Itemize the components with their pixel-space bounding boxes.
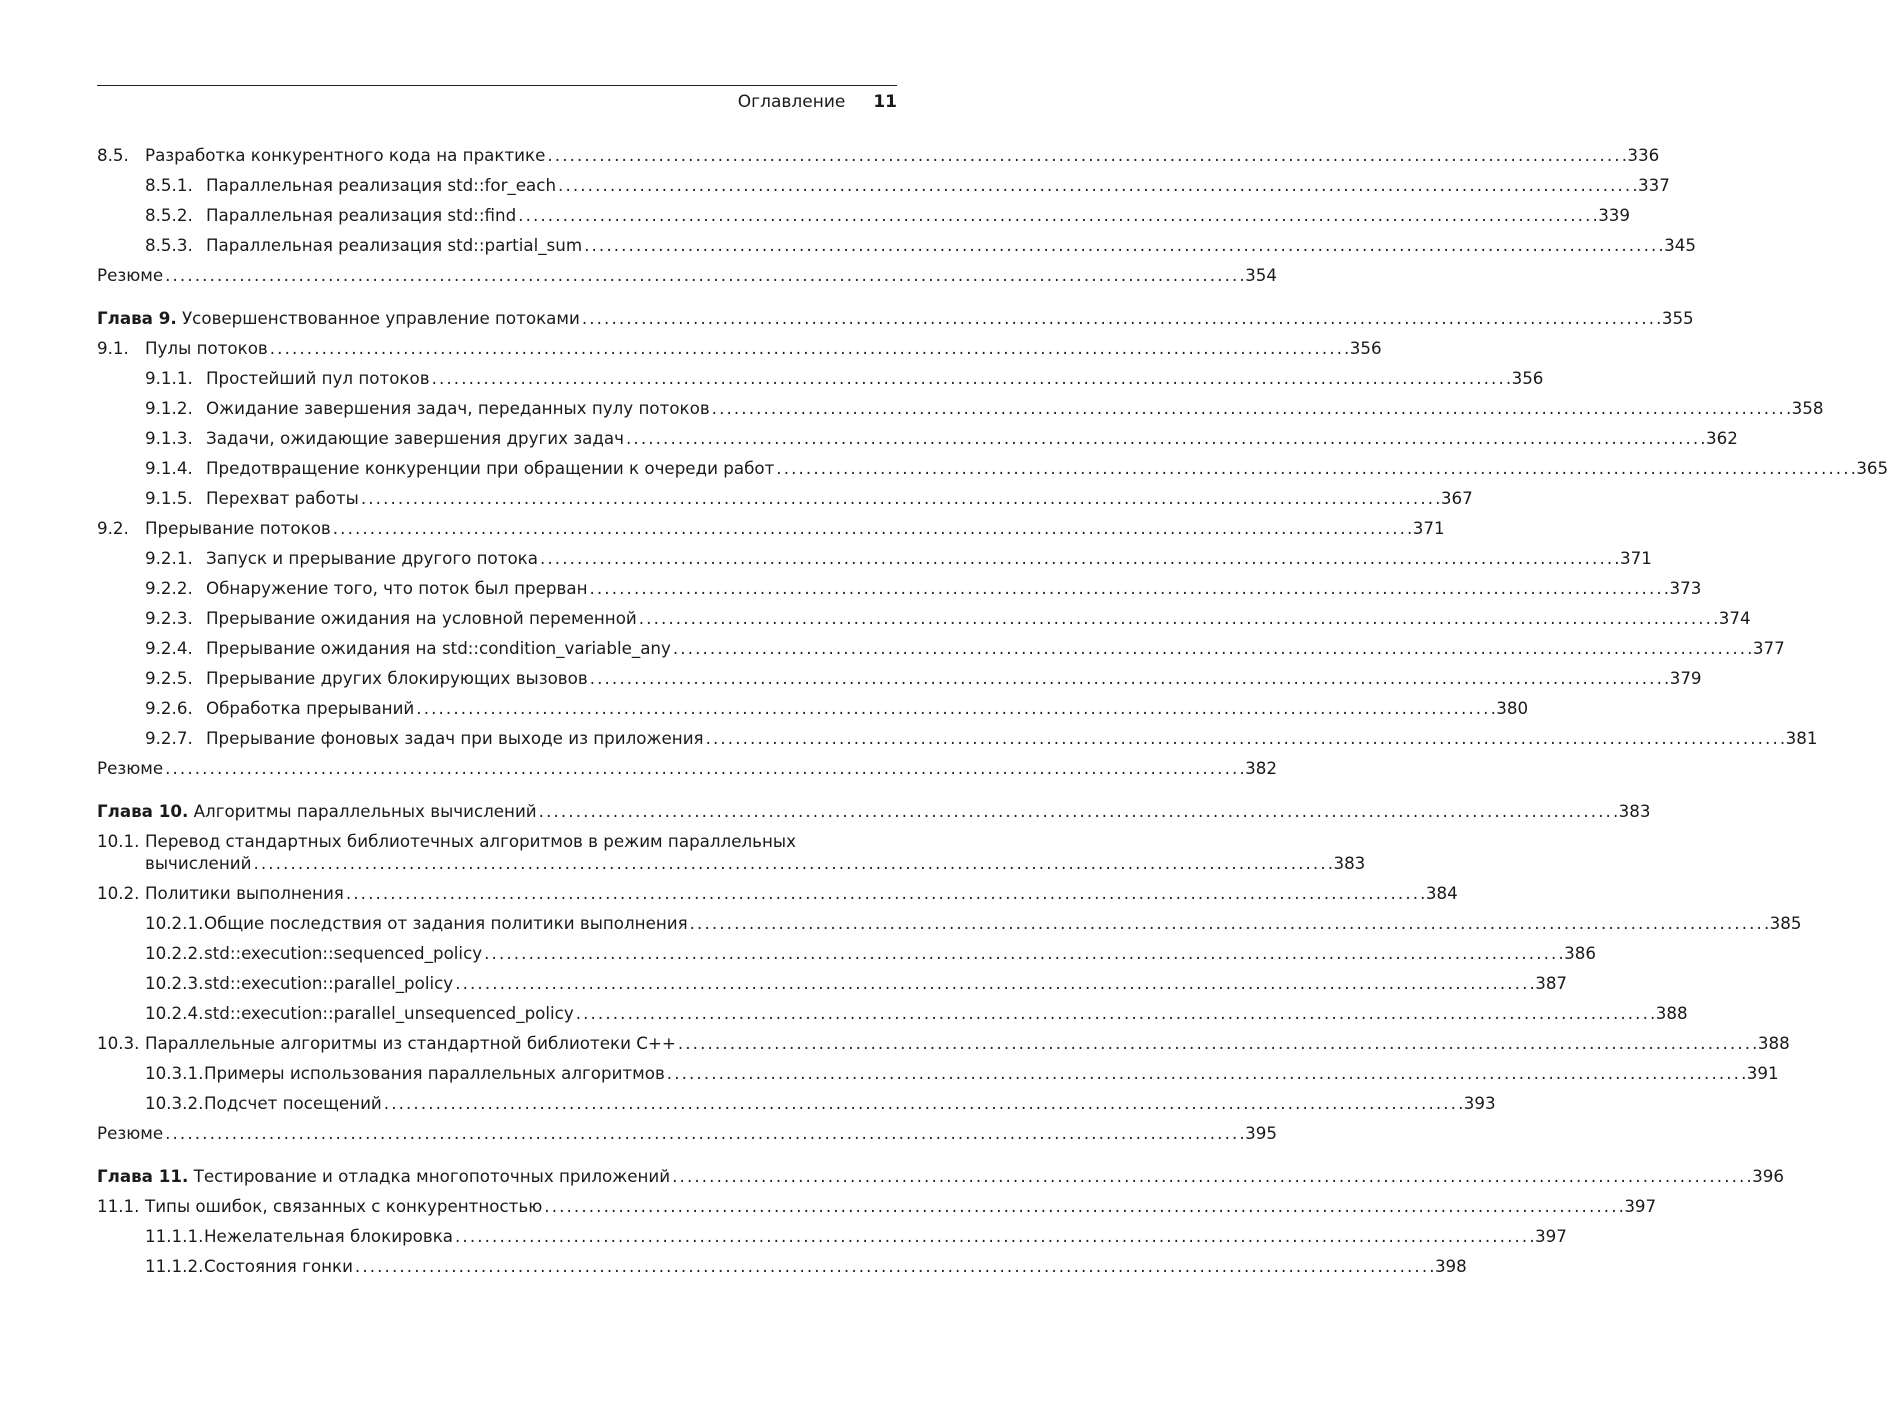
toc-entry-page: 356 (1349, 338, 1382, 358)
dot-leader (678, 1033, 1756, 1053)
toc-entry-page: 386 (1564, 943, 1596, 963)
dot-leader (544, 1196, 1622, 1216)
running-header (738, 92, 897, 112)
toc-entry-title: Перехват работы (206, 488, 359, 508)
toc-entry (97, 1196, 1657, 1226)
toc-entry-title: Параллельная реализация std::partial_sum (206, 235, 583, 255)
toc-entry-title: Обработка прерываний (206, 698, 415, 718)
dot-leader (253, 853, 1331, 873)
toc-entry-title: Прерывание ожидания на std::condition_variable_any (206, 638, 671, 658)
chapter-label: Глава 9. (97, 308, 177, 328)
toc-entry-page: 391 (1746, 1063, 1779, 1083)
toc-entry (97, 831, 1366, 883)
toc-entry-title: Предотвращение конкуренции при обращении к очереди работ (206, 458, 775, 478)
toc-entry-title: Прерывание фоновых задач при выходе из приложения (206, 728, 704, 748)
dot-leader (590, 668, 1668, 688)
toc-entry (97, 608, 1751, 638)
toc-entry-title-continued: вычислений (145, 853, 252, 873)
toc-entry-page: 371 (1412, 518, 1445, 538)
toc-entry-title: Примеры использования параллельных алгоритмов (204, 1063, 665, 1083)
dot-leader (582, 308, 1660, 328)
toc-entry-number: 9.1.3. (145, 428, 193, 448)
dot-leader (673, 638, 1751, 658)
toc-entry-page: 355 (1661, 308, 1694, 328)
toc-entry-number: 10.2.3. (145, 973, 204, 993)
dot-leader (432, 368, 1510, 388)
toc-entry-page: 388 (1655, 1003, 1688, 1023)
toc-entry (97, 728, 1818, 758)
toc-entry-number: 9.2.3. (145, 608, 193, 628)
toc-entry-page: 374 (1718, 608, 1751, 628)
toc-entry (97, 943, 1596, 973)
dot-leader (639, 608, 1717, 628)
toc-entry-number: 10.2.4. (145, 1003, 204, 1023)
toc-entry (97, 698, 1529, 728)
dot-leader (455, 973, 1533, 993)
toc-entry-number: 9.2.2. (145, 578, 193, 598)
toc-entry-number: 8.5.1. (145, 175, 193, 195)
toc-entry-title: Прерывание потоков (145, 518, 331, 538)
toc-entry-page: 345 (1664, 235, 1696, 255)
dot-leader (690, 913, 1768, 933)
toc-entry-page: 373 (1669, 578, 1702, 598)
toc-entry (97, 175, 1670, 205)
toc-entry-page: 381 (1785, 728, 1818, 748)
toc-entry-page: 393 (1463, 1093, 1496, 1113)
toc-entry-page: 336 (1627, 145, 1660, 165)
toc-entry-title: Простейший пул потоков (206, 368, 430, 388)
toc-entry-number: 10.2.2. (145, 943, 204, 963)
toc-entry-number: 10.2.1. (145, 913, 204, 933)
toc-entry-title: std::execution::parallel_unsequenced_policy (204, 1003, 574, 1023)
chapter-title: Усовершенствованное управление потоками (182, 308, 580, 328)
chapter-entry (97, 1166, 1784, 1196)
toc-entry-number: 10.3.1. (145, 1063, 204, 1083)
dot-leader (165, 1123, 1243, 1143)
toc-entry-number: 11.1. (97, 1196, 140, 1216)
toc-entry-number: 9.2.7. (145, 728, 193, 748)
chapter-label: Глава 11. (97, 1166, 189, 1186)
toc-entry (97, 578, 1702, 608)
dot-leader (558, 175, 1636, 195)
toc-entry (97, 205, 1631, 235)
toc-entry-number: 9.2.5. (145, 668, 193, 688)
dot-leader (355, 1256, 1433, 1276)
toc-entry-page: 388 (1757, 1033, 1790, 1053)
toc-entry-page: 385 (1769, 913, 1802, 933)
toc-entry-line (97, 831, 897, 853)
chapter-title: Алгоритмы параллельных вычислений (193, 801, 537, 821)
toc-entry-title: std::execution::parallel_policy (204, 973, 454, 993)
summary-entry (97, 265, 1277, 295)
toc-entry-page: 339 (1598, 205, 1631, 225)
toc-entry-number: 11.1.2. (145, 1256, 204, 1276)
toc-entry-number: 8.5. (97, 145, 129, 165)
summary-entry (97, 758, 1277, 788)
toc-entry (97, 1093, 1496, 1123)
toc-entry-page: 379 (1669, 668, 1702, 688)
chapter-label: Глава 10. (97, 801, 189, 821)
toc-entry-page: 371 (1619, 548, 1652, 568)
dot-leader (484, 943, 1562, 963)
toc-entry (97, 1256, 1467, 1286)
dot-leader (384, 1093, 1462, 1113)
toc-entry-title: Параллельные алгоритмы из стандартной библиотеки C++ (145, 1033, 676, 1053)
dot-leader (589, 578, 1667, 598)
toc-entry (97, 913, 1802, 943)
toc-entry-title: Обнаружение того, что поток был прерван (206, 578, 588, 598)
toc-entry-title: Резюме (97, 758, 164, 778)
toc-entry (97, 518, 1445, 548)
page-number: 11 (873, 92, 897, 112)
toc-entry (97, 458, 1888, 488)
toc-entry (97, 638, 1785, 668)
toc-entry-page: 337 (1638, 175, 1670, 195)
dot-leader (455, 1226, 1533, 1246)
toc-entry-number: 9.1.4. (145, 458, 193, 478)
toc-entry-number: 8.5.2. (145, 205, 193, 225)
toc-entry-page: 358 (1791, 398, 1824, 418)
chapter-entry (97, 801, 1651, 831)
toc-entry (97, 1226, 1567, 1256)
toc-entry-title: Общие последствия от задания политики выполнения (204, 913, 688, 933)
toc-entry-title: Параллельная реализация std::for_each (206, 175, 557, 195)
toc-entry-page: 395 (1245, 1123, 1277, 1143)
chapter-entry (97, 308, 1694, 338)
toc-entry (97, 398, 1824, 428)
toc-entry (97, 973, 1568, 1003)
toc-entry-title: Ожидание завершения задач, переданных пулу потоков (206, 398, 710, 418)
toc-entry (97, 668, 1702, 698)
toc-entry-page: 356 (1511, 368, 1544, 388)
table-of-contents (97, 145, 1888, 1286)
toc-entry-page: 362 (1706, 428, 1738, 448)
toc-entry-number: 9.2.1. (145, 548, 193, 568)
toc-entry-title: Разработка конкурентного кода на практике (145, 145, 546, 165)
toc-entry-page: 383 (1333, 853, 1366, 873)
toc-entry-number: 9.1.1. (145, 368, 193, 388)
toc-entry-number: 9.1.2. (145, 398, 193, 418)
toc-entry-page: 398 (1434, 1256, 1467, 1276)
toc-entry-number: 9.1. (97, 338, 129, 358)
dot-leader (626, 428, 1704, 448)
dot-leader (584, 235, 1662, 255)
toc-entry-title: Подсчет посещений (204, 1093, 382, 1113)
dot-leader (667, 1063, 1745, 1083)
toc-entry-page: 377 (1752, 638, 1785, 658)
chapter-title: Тестирование и отладка многопоточных приложений (193, 1166, 671, 1186)
running-header-title: Оглавление (737, 92, 846, 112)
toc-entry-title: Нежелательная блокировка (204, 1226, 454, 1246)
toc-entry-number: 10.2. (97, 883, 140, 903)
toc-entry-number: 9.2.4. (145, 638, 193, 658)
toc-entry (97, 368, 1544, 398)
chapter-heading (97, 1166, 670, 1186)
toc-entry-line (97, 853, 1366, 883)
toc-entry (97, 548, 1652, 578)
dot-leader (576, 1003, 1654, 1023)
dot-leader (712, 398, 1790, 418)
dot-leader (346, 883, 1424, 903)
dot-leader (672, 1166, 1750, 1186)
dot-leader (706, 728, 1784, 748)
toc-entry-title: Типы ошибок, связанных с конкурентностью (145, 1196, 543, 1216)
toc-entry-page: 396 (1752, 1166, 1784, 1186)
dot-leader (165, 758, 1243, 778)
toc-entry-number: 9.1.5. (145, 488, 193, 508)
dot-leader (165, 265, 1243, 285)
dot-leader (361, 488, 1439, 508)
toc-entry-title: Пулы потоков (145, 338, 268, 358)
toc-entry-page: 397 (1624, 1196, 1657, 1216)
dot-leader (540, 548, 1618, 568)
toc-entry (97, 1033, 1790, 1063)
toc-entry-page: 382 (1245, 758, 1277, 778)
header-rule (97, 85, 897, 86)
summary-entry (97, 1123, 1277, 1153)
toc-entry-title: Перевод стандартных библиотечных алгоритмов в режим параллельных (145, 831, 796, 851)
toc-entry-number: 9.2. (97, 518, 129, 538)
toc-entry (97, 488, 1473, 518)
toc-entry-page: 387 (1535, 973, 1568, 993)
toc-entry (97, 235, 1696, 265)
chapter-heading (97, 308, 580, 328)
toc-entry-title: Прерывание ожидания на условной переменной (206, 608, 637, 628)
dot-leader (547, 145, 1625, 165)
toc-entry-title: Параллельная реализация std::find (206, 205, 517, 225)
dot-leader (539, 801, 1617, 821)
toc-entry-title: Резюме (97, 265, 164, 285)
toc-entry-page: 354 (1245, 265, 1277, 285)
dot-leader (776, 458, 1854, 478)
toc-entry (97, 1063, 1779, 1093)
toc-entry-page: 367 (1440, 488, 1473, 508)
toc-entry-number: 10.3.2. (145, 1093, 204, 1113)
toc-entry-title: Запуск и прерывание другого потока (206, 548, 538, 568)
dot-leader (416, 698, 1494, 718)
toc-entry-page: 397 (1535, 1226, 1567, 1246)
toc-entry-page: 384 (1425, 883, 1458, 903)
toc-entry-title: Состояния гонки (204, 1256, 353, 1276)
toc-entry-title: std::execution::sequenced_policy (204, 943, 483, 963)
dot-leader (518, 205, 1596, 225)
toc-entry (97, 338, 1382, 368)
toc-entry (97, 145, 1660, 175)
toc-entry (97, 428, 1738, 458)
chapter-heading (97, 801, 537, 821)
toc-entry-title: Прерывание других блокирующих вызовов (206, 668, 588, 688)
toc-entry-number: 11.1.1. (145, 1226, 204, 1246)
toc-entry (97, 883, 1458, 913)
toc-entry-page: 380 (1496, 698, 1529, 718)
toc-entry-title: Резюме (97, 1123, 164, 1143)
dot-leader (333, 518, 1411, 538)
toc-entry-number: 10.3. (97, 1033, 140, 1053)
toc-entry-number: 10.1. (97, 831, 140, 851)
toc-entry (97, 1003, 1688, 1033)
toc-entry-page: 383 (1618, 801, 1651, 821)
dot-leader (270, 338, 1348, 358)
toc-entry-title: Задачи, ожидающие завершения других задач (206, 428, 624, 448)
toc-entry-number: 9.2.6. (145, 698, 193, 718)
toc-entry-title: Политики выполнения (145, 883, 344, 903)
toc-entry-number: 8.5.3. (145, 235, 193, 255)
toc-entry-page: 365 (1856, 458, 1888, 478)
